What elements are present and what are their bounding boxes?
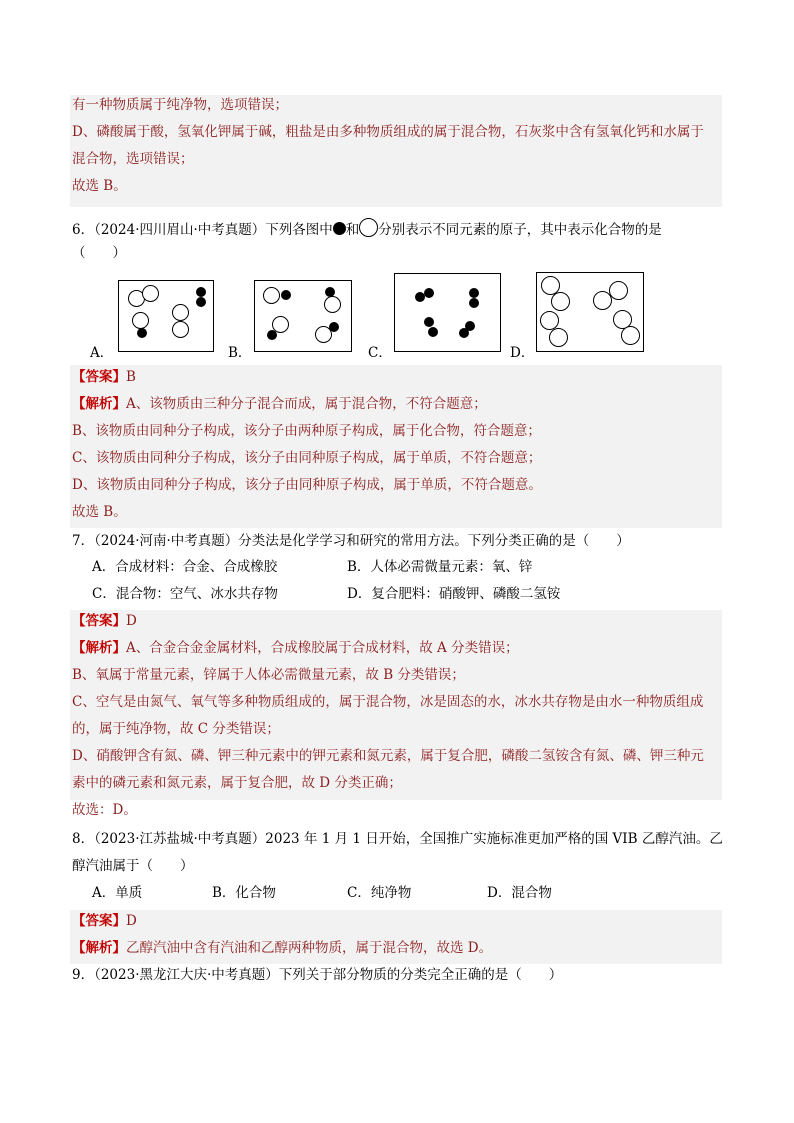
answer-shade — [70, 365, 722, 528]
white-atom-icon — [324, 296, 341, 313]
analysis-line: 【解析】A、该物质由三种分子混合而成，属于混合物，不符合题意； — [72, 396, 487, 412]
black-atom-icon — [281, 290, 291, 300]
black-atom-icon — [267, 330, 277, 340]
option-a: A．单质 — [92, 885, 143, 901]
answer-line: 【答案】B — [72, 369, 136, 385]
analysis-line: 有一种物质属于纯净物，选项错误； — [72, 97, 288, 113]
analysis-line: C、空气是由氮气、氧气等多种物质组成的，属于混合物，冰是固态的水，冰水共存物是由水一种物质组成 — [72, 694, 704, 710]
question-paren: （ ） — [72, 245, 126, 261]
analysis-line: 的，属于纯净物，故 C 分类错误； — [72, 721, 280, 737]
black-atom-icon — [424, 317, 434, 327]
black-atom-icon — [196, 287, 206, 297]
analysis-line: D、该物质由同种分子构成，该分子由同种原子构成，属于单质，不符合题意。 — [72, 477, 542, 493]
analysis-line: 【解析】A、合金合金金属材料，合成橡胶属于合成材料，故 A 分类错误； — [72, 640, 519, 656]
diagram-d — [536, 272, 644, 352]
question-stem: 7．（2024·河南·中考真题）分类法是化学学习和研究的常用方法。下列分类正确的是（ ） — [72, 533, 630, 549]
analysis-line: D、磷酸属于酸，氢氧化钾属于碱，粗盐是由多种物质组成的属于混合物，石灰浆中含有氢氧化钙和水属于 — [72, 124, 704, 140]
option-d: D．复合肥料：硝酸钾、磷酸二氢铵 — [347, 586, 561, 602]
question-stem: 醇汽油属于（ ） — [72, 858, 194, 874]
option-label-a: A． — [90, 345, 114, 361]
analysis-line: 故选：D。 — [72, 802, 137, 818]
option-label-b: B． — [228, 345, 252, 361]
black-atom-icon — [428, 327, 438, 337]
diagram-b — [254, 280, 352, 352]
white-atom-icon — [315, 326, 332, 343]
option-label-c: C． — [368, 345, 392, 361]
black-atom-icon — [137, 328, 147, 338]
option-b: B．化合物 — [212, 885, 276, 901]
black-atom-icon — [465, 321, 475, 331]
analysis-line: 故选 B。 — [72, 178, 127, 194]
white-atom-icon — [609, 281, 628, 300]
option-c: C．混合物：空气、冰水共存物 — [92, 586, 278, 602]
black-atom-icon — [469, 298, 479, 308]
analysis-line: D、硝酸钾含有氮、磷、钾三种元素中的钾元素和氮元素，属于复合肥，磷酸二氢铵含有氮、磷、钾三种元 — [72, 748, 704, 764]
black-atom-icon — [469, 288, 479, 298]
white-atom-icon — [551, 292, 570, 311]
black-atom-icon — [196, 297, 206, 307]
answer-line: 【答案】D — [72, 913, 137, 929]
analysis-line: B、氧属于常量元素，锌属于人体必需微量元素，故 B 分类错误； — [72, 667, 465, 683]
black-atom-icon — [333, 222, 346, 235]
diagram-a — [118, 280, 214, 352]
white-atom-icon — [132, 312, 149, 329]
question-stem: 8．（2023·江苏盐城·中考真题）2023 年 1 月 1 日开始，全国推广实施标准更加严格的国 VIB 乙醇汽油。乙 — [72, 831, 723, 847]
white-atom-icon — [263, 287, 280, 304]
white-atom-icon — [549, 328, 568, 347]
analysis-line: 素中的磷元素和氮元素，属于复合肥，故 D 分类正确； — [72, 775, 402, 791]
question-stem: 9．（2023·黑龙江大庆·中考真题）下列关于部分物质的分类完全正确的是（ ） — [72, 967, 563, 983]
white-atom-icon — [142, 285, 159, 302]
option-label-d: D． — [510, 345, 535, 361]
option-d: D．混合物 — [487, 885, 552, 901]
white-atom-icon — [359, 218, 378, 237]
option-b: B．人体必需微量元素：氧、锌 — [347, 559, 533, 575]
analysis-line: B、该物质由同种分子构成，该分子由两种原子构成，属于化合物，符合题意； — [72, 423, 541, 439]
analysis-line: 【解析】乙醇汽油中含有汽油和乙醇两种物质，属于混合物，故选 D。 — [72, 940, 493, 956]
white-atom-icon — [172, 304, 189, 321]
option-a: A．合成材料：合金、合成橡胶 — [92, 559, 278, 575]
analysis-line: 故选 B。 — [72, 504, 127, 520]
answer-line: 【答案】D — [72, 613, 137, 629]
analysis-line: C、该物质由同种分子构成，该分子由同种原子构成，属于单质，不符合题意； — [72, 450, 542, 466]
white-atom-icon — [172, 321, 189, 338]
analysis-line: 混合物，选项错误； — [72, 151, 194, 167]
white-atom-icon — [621, 326, 640, 345]
black-atom-icon — [424, 288, 434, 298]
option-c: C．纯净物 — [347, 885, 412, 901]
diagram-c — [394, 273, 501, 352]
question-stem: 6．（2024·四川眉山·中考真题）下列各图中 和 分别表示不同元素的原子，其中表示化合物的是 — [72, 218, 662, 239]
